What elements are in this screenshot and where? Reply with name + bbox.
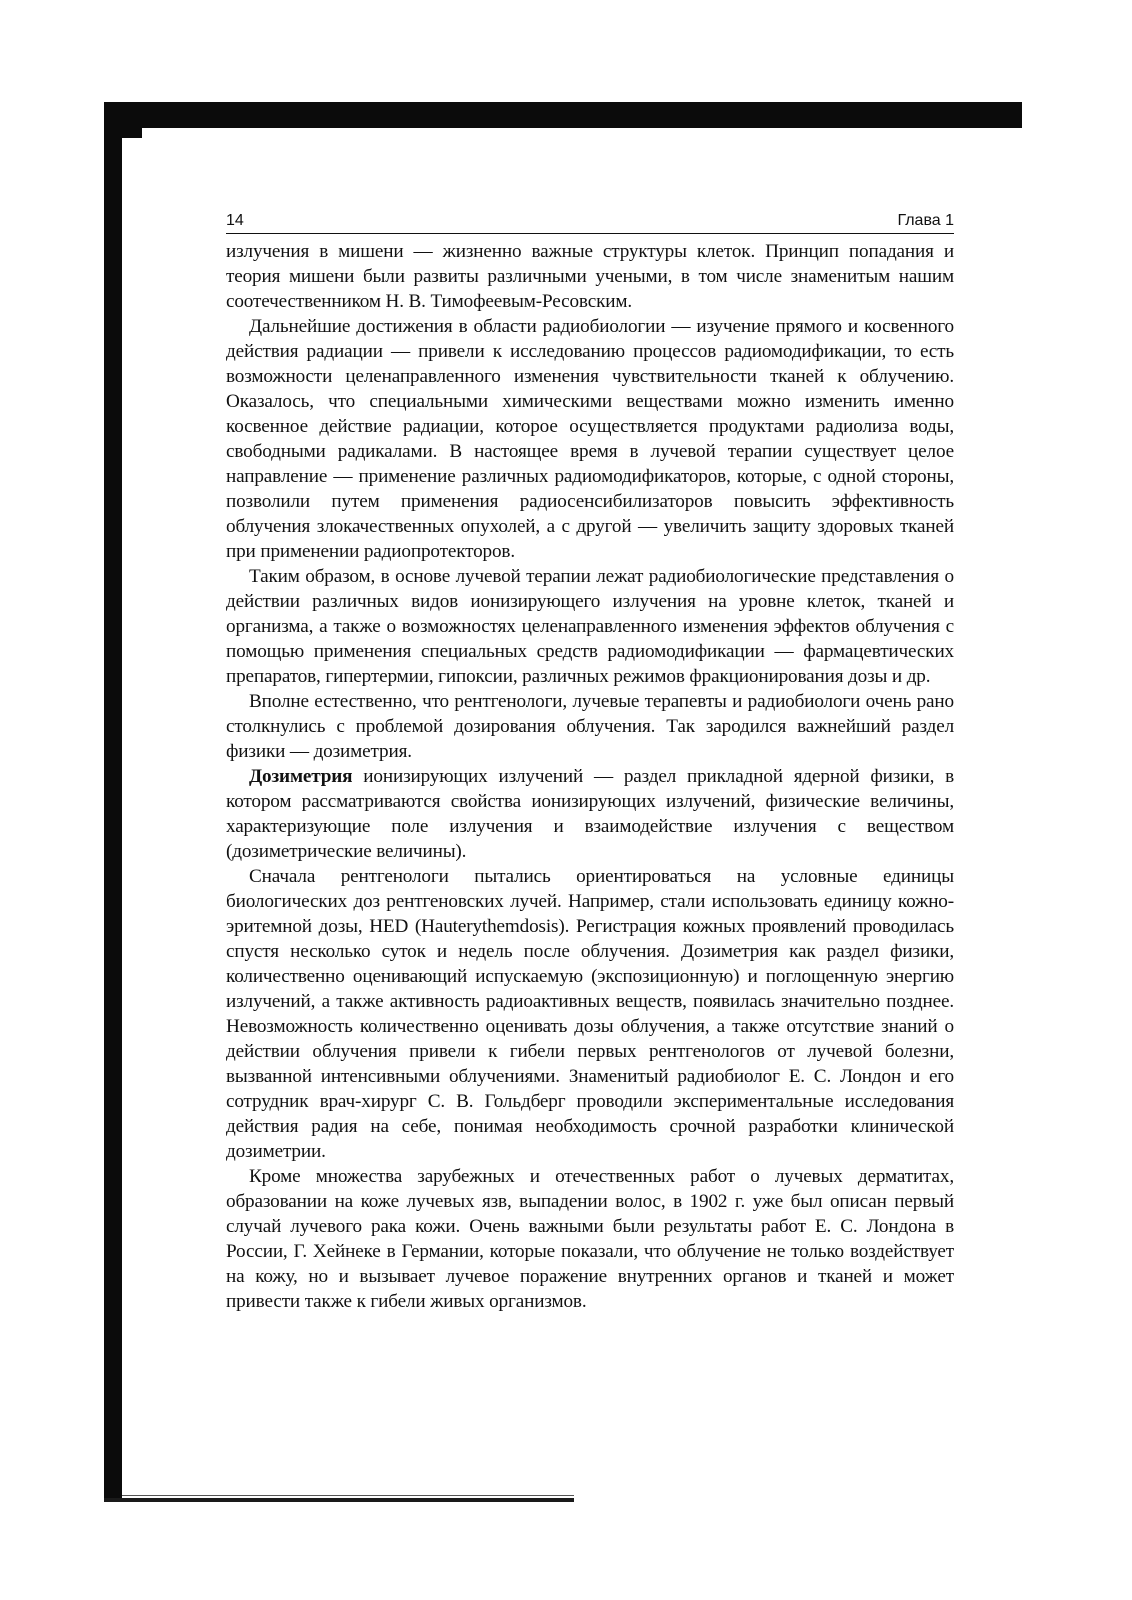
paragraph-6: Сначала рентгенологи пытались ориентироваться на условные единицы биологических доз рентгеновских лучей. Например, стали использовать единицу кожно-эритемной дозы, HED (Hauterythemdosis). Регистрация кожных проявлений проводилась спустя несколько суток и недель после облучения. Дозиметрия как раздел физики, количественно оценивающий испускаемую (экспозиционную) и поглощенную энергию излучений, а также активность радиоактивных веществ, появилась значительно позднее. Невозможность количественно оценивать дозы облучения, а также отсутствие знаний о действии облучения привели к гибели первых рентгенологов от лучевой болезни, вызванной интенсивными облучениями. Знаменитый радиобиолог Е. С. Лондон и его сотрудник врач-хирург С. В. Гольдберг проводили экспериментальные исследования действия радия на себе, понимая необходимость срочной разработки клинической дозиметрии. bbox=[226, 866, 954, 1162]
body-text bbox=[226, 239, 954, 1314]
scan-border-left bbox=[104, 102, 122, 1502]
paragraph-1: излучения в мишени — жизненно важные структуры клеток. Принцип попадания и теория мишени были развиты различными учеными, в том числе знаменитым нашим соотечественником Н. В. Тимофеевым-Ресовским. bbox=[226, 241, 954, 312]
page-number: 14 bbox=[226, 212, 244, 229]
term-dosimetry: Дозиметрия bbox=[249, 766, 353, 787]
scan-border-bottom bbox=[104, 1498, 574, 1502]
paragraph-5 bbox=[226, 764, 954, 864]
paragraph-2: Дальнейшие достижения в области радиобиологии — изучение прямого и косвенного действия радиации — привели к исследованию процессов радиомодификации, то есть возможности целенаправленного изменения чувствительности тканей к облучению. Оказалось, что специальными химическими веществами можно изменить именно косвенное действие радиации, которое осуществляется продуктами радиолиза воды, свободными радикалами. В настоящее время в лучевой терапии существует целое направление — применение различных радиомодификаторов, которые, с одной стороны, позволили путем применения радиосенсибилизаторов повысить эффективность облучения злокачественных опухолей, а с другой — увеличить защиту здоровых тканей при применении радиопротекторов. bbox=[226, 316, 954, 562]
paragraph-3: Таким образом, в основе лучевой терапии лежат радиобиологические представления о действии различных видов ионизирующего излучения на уровне клеток, тканей и организма, а также о возможностях целенаправленного изменения эффектов облучения с помощью применения специальных средств радиомодификации — фармацевтических препаратов, гипертермии, гипоксии, различных режимов фракционирования дозы и др. bbox=[226, 566, 954, 687]
scan-border-top bbox=[104, 102, 1022, 128]
paragraph-5-text: ионизирующих излучений — раздел прикладной ядерной физики, в котором рассматриваются свойства ионизирующих излучений, физические величины, характеризующие поле излучения и взаимодействие излучения с веществом (дозиметрические величины). bbox=[226, 766, 954, 862]
chapter-title: Глава 1 bbox=[897, 212, 954, 229]
paragraph-4: Вполне естественно, что рентгенологи, лучевые терапевты и радиобиологи очень рано столкнулись с проблемой дозирования облучения. Так зародился важнейший раздел физики — дозиметрия. bbox=[226, 691, 954, 762]
paragraph-7: Кроме множества зарубежных и отечественных работ о лучевых дерматитах, образовании на коже лучевых язв, выпадении волос, в 1902 г. уже был описан первый случай лучевого рака кожи. Очень важными были результаты работ Е. С. Лондона в России, Г. Хейнеке в Германии, которые показали, что облучение не только воздействует на кожу, но и вызывает лучевое поражение внутренних органов и тканей и может привести также к гибели живых организмов. bbox=[226, 1166, 954, 1312]
scan-border-bottom-line bbox=[122, 1495, 574, 1496]
running-head bbox=[226, 212, 954, 234]
book-page bbox=[226, 212, 954, 1314]
